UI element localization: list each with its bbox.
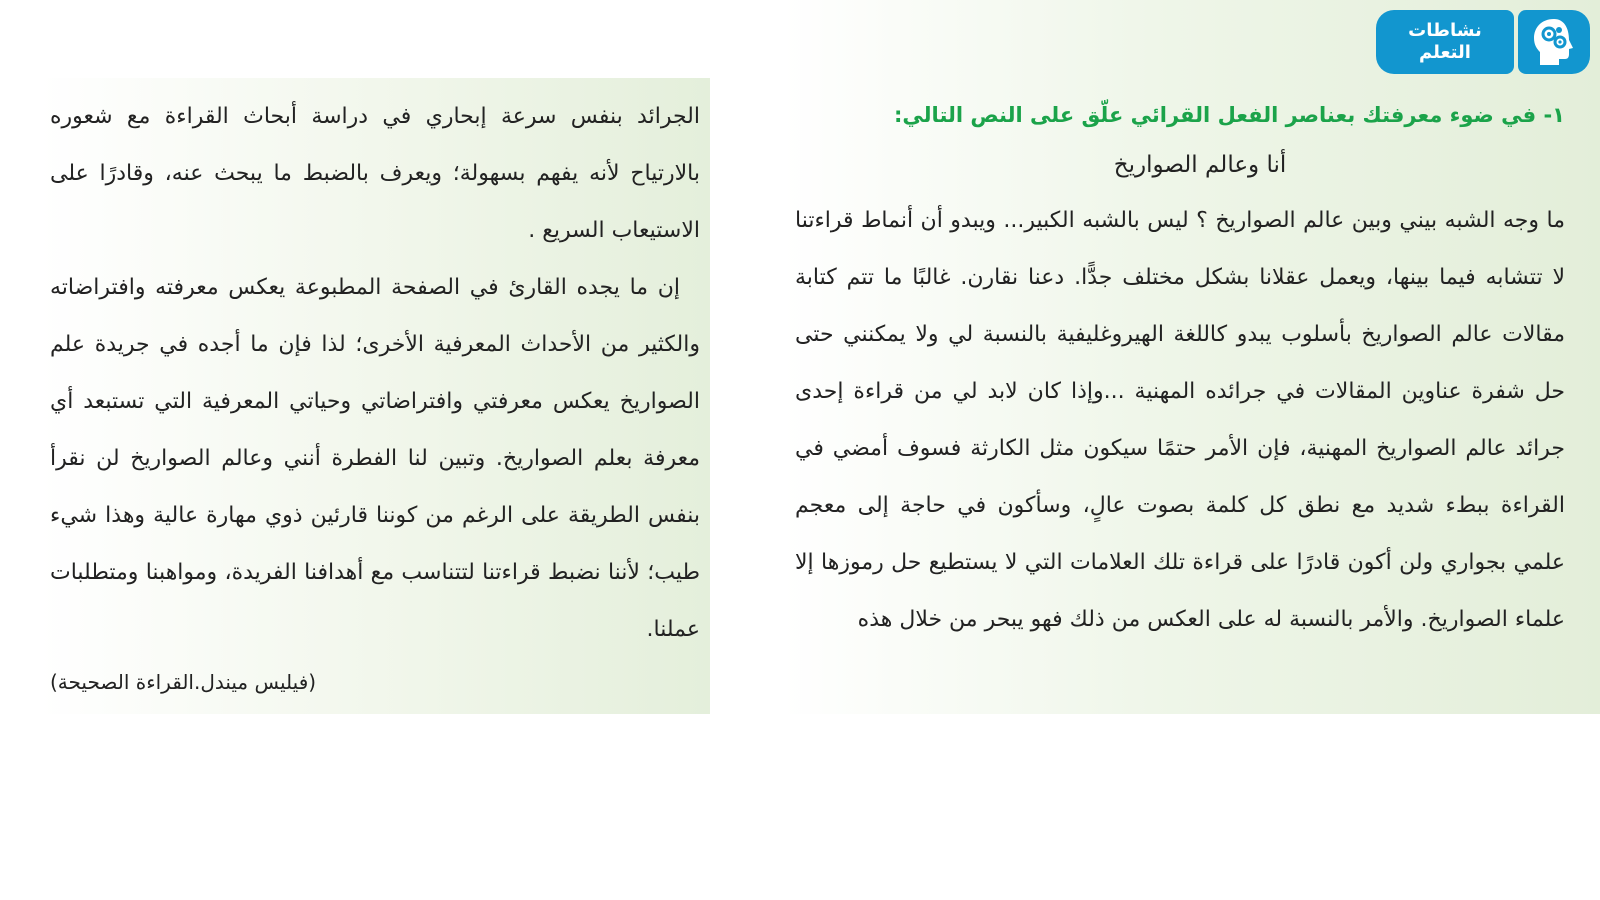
learning-activities-badge xyxy=(1376,10,1590,74)
activity-instruction: ١- في ضوء معرفتك بعناصر الفعل القرائي علّق على النص التالي: xyxy=(894,103,1565,127)
badge-label: نشاطات التعلم xyxy=(1408,20,1482,63)
right-content xyxy=(795,92,1565,648)
left-text-panel xyxy=(40,78,710,714)
right-paragraph: ما وجه الشبه بيني وبين عالم الصواريخ ؟ ليس بالشبه الكبير... ويبدو أن أنماط قراءتنا لا تتشابه فيما بينها، ويعمل عقلانا بشكل مختلف جدًّا. دعنا نقارن. غالبًا ما تتم كتابة مقالات عالم الصواريخ بأسلوب يبدو كاللغة الهيروغليفية بالنسبة لي ولا يمكنني حتى حل شفرة عناوين المقالات في جرائده المهنية ...وإذا كان لابد لي من قراءة إحدى جرائد عالم الصواريخ المهنية، فإن الأمر حتمًا سيكون مثل الكارثة فسوف أمضي في القراءة ببطء شديد مع نطق كل كلمة بصوت عالٍ، وسأكون في حاجة إلى معجم علمي بجواري ولن أكون قادرًا على قراءة تلك العلامات التي لا يستطيع حل رموزها إلا علماء الصواريخ. والأمر بالنسبة له على العكس من ذلك فهو يبحر من خلال هذه xyxy=(795,208,1565,632)
right-text-panel xyxy=(783,0,1600,714)
text-title: أنا وعالم الصواريخ xyxy=(1113,152,1287,178)
head-gears-icon xyxy=(1518,10,1590,74)
left-paragraph-1: الجرائد بنفس سرعة إبحاري في دراسة أبحاث القراءة مع شعوره بالارتياح لأنه يفهم بسهولة؛ ويعرف بالضبط ما يبحث عنه، وقادرًا على الاستيعاب السريع . xyxy=(50,104,700,243)
left-paragraph-2: إن ما يجده القارئ في الصفحة المطبوعة يعكس معرفته وافتراضاته والكثير من الأحداث المعرفية الأخرى؛ لذا فإن ما أجده في جريدة علم الصواريخ يعكس معرفتي وافتراضاتي وحياتي المعرفية التي تستبعد أي معرفة بعلم الصواريخ. وتبين لنا الفطرة أنني وعالم الصواريخ لن نقرأ بنفس الطريقة على الرغم من كوننا قارئين ذوي مهارة عالية وهذا شيء طيب؛ لأننا نضبط قراءتنا لتتناسب مع أهدافنا الفريدة، ومواهبنا ومتطلبات عملنا. xyxy=(50,275,700,642)
citation: (فيليس ميندل.القراءة الصحيحة) xyxy=(50,670,317,694)
badge-label-box xyxy=(1376,10,1514,74)
